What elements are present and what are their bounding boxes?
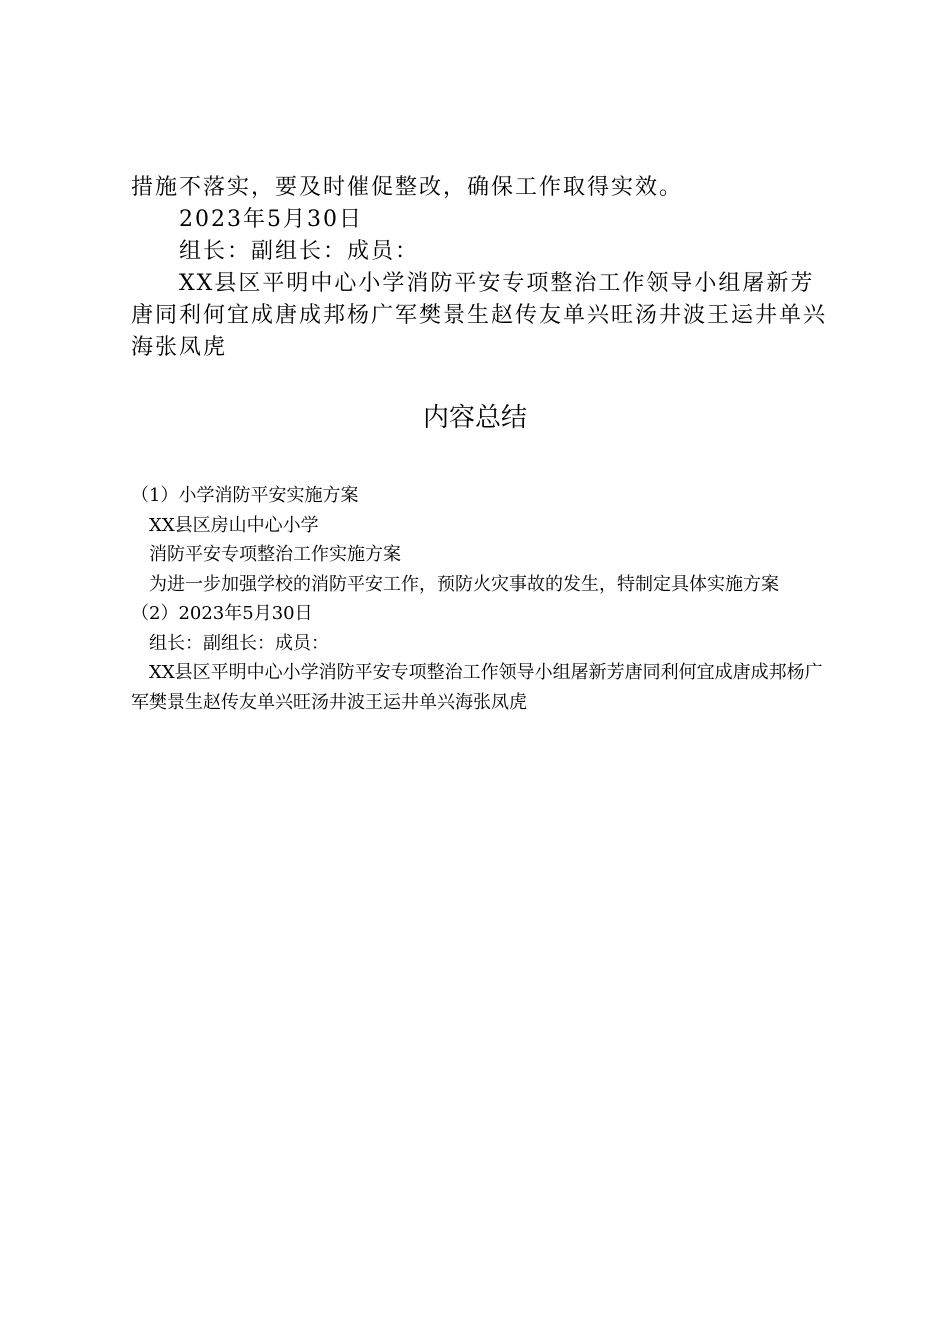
- summary-group-members: XX县区平明中心小学消防平安专项整治工作领导小组屠新芳唐同利何宜成唐成邦杨广军樊景生赵传友单兴旺汤井波王运井单兴海张凤虎: [131, 662, 823, 713]
- summary-heading: 内容总结: [422, 403, 527, 433]
- summary-roles: 组长：副组长：成员：: [149, 632, 329, 654]
- summary-intro: 为进一步加强学校的消防平安工作，预防火灾事故的发生，特制定具体实施方案: [149, 573, 779, 595]
- body-group-members: XX县区平明中心小学消防平安专项整治工作领导小组屠新芳唐同利何宜成唐成邦杨广军樊景生赵传友单兴旺汤井波王运井单兴海张凤虎: [131, 271, 828, 360]
- summary-school: XX县区房山中心小学: [149, 514, 319, 536]
- body-date: 2023年5月30日: [179, 207, 363, 232]
- summary-content: [131, 481, 831, 717]
- summary-plan-title: 消防平安专项整治工作实施方案: [149, 544, 401, 565]
- body-roles: 组长：副组长：成员：: [179, 239, 420, 264]
- body-text: [131, 172, 831, 364]
- body-line-1: 措施不落实，要及时催促整改，确保工作取得实效。: [131, 175, 684, 200]
- summary-item-2: （2）2023年5月30日: [131, 603, 313, 624]
- summary-item-1: （1）小学消防平安实施方案: [131, 485, 359, 506]
